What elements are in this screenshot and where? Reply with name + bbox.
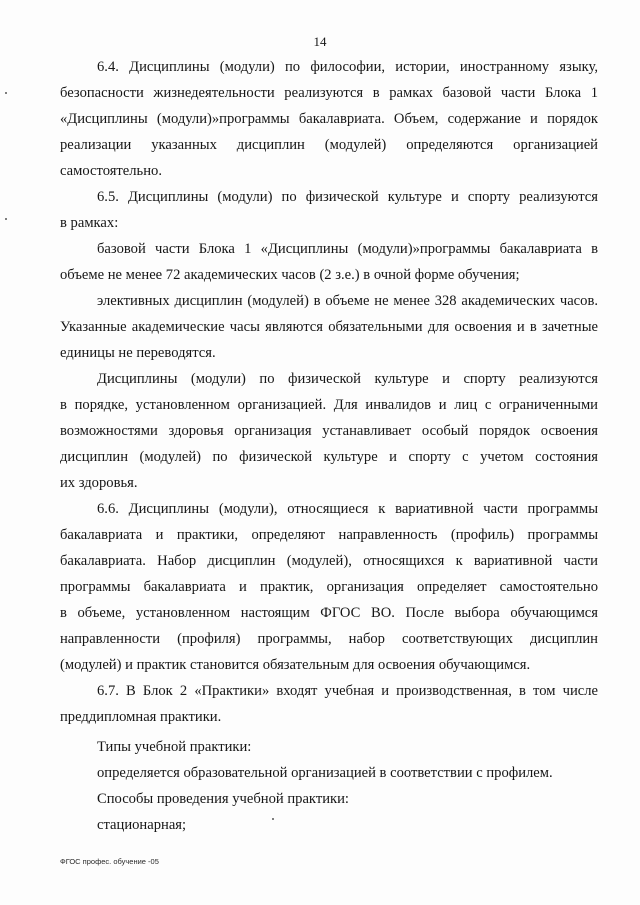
paragraph-6-6-line: в объеме, установленном настоящим ФГОС ВО. После выбора обучающимся xyxy=(60,605,598,621)
paragraph-sport-line: возможностями здоровья организация устанавливает особый порядок освоения xyxy=(60,423,598,439)
paragraph-6-5-line: единицы не переводятся. xyxy=(60,345,216,361)
paragraph-6-6-line: (модулей) и практик становится обязательным для освоения обучающимся. xyxy=(60,657,531,673)
scan-speck xyxy=(5,92,7,94)
paragraph-6-5-line: объеме не менее 72 академических часов (2 з.е.) в очной форме обучения; xyxy=(60,267,520,283)
paragraph-6-6-line: программы бакалавриата и практик, организация определяет самостоятельно xyxy=(60,579,598,595)
paragraph-6-6-line: 6.6. Дисциплины (модули), относящиеся к вариативной части программы xyxy=(97,501,598,517)
paragraph-6-4-line: самостоятельно. xyxy=(60,163,162,179)
paragraph-6-7-line: Типы учебной практики: xyxy=(97,739,252,755)
paragraph-6-5-line: в рамках: xyxy=(60,215,119,231)
paragraph-sport-line: дисциплин (модулей) по физической культуре и спорту с учетом состояния xyxy=(60,449,598,465)
paragraph-sport-line: в порядке, установленном организацией. Для инвалидов и лиц с ограниченными xyxy=(60,397,598,413)
paragraph-sport-line: Дисциплины (модули) по физической культуре и спорту реализуются xyxy=(97,371,598,387)
paragraph-6-6-line: бакалавриата и практики, определяют направленность (профиль) программы xyxy=(60,527,598,543)
paragraph-6-4-line: «Дисциплины (модули)»программы бакалавриата. Объем, содержание и порядок xyxy=(60,111,598,127)
paragraph-6-5-line: элективных дисциплин (модулей) в объеме не менее 328 академических часов. xyxy=(97,293,598,309)
paragraph-6-7-line: 6.7. В Блок 2 «Практики» входят учебная и производственная, в том числе xyxy=(97,683,598,699)
paragraph-6-6-line: направленности (профиля) программы, набор соответствующих дисциплин xyxy=(60,631,598,647)
scan-speck xyxy=(5,218,7,220)
paragraph-6-4-line: 6.4. Дисциплины (модули) по философии, истории, иностранному языку, xyxy=(97,59,598,75)
paragraph-6-5-line: 6.5. Дисциплины (модули) по физической культуре и спорту реализуются xyxy=(97,189,598,205)
paragraph-6-7-line: стационарная; xyxy=(97,817,187,833)
paragraph-6-5-line: Указанные академические часы являются обязательными для освоения и в зачетные xyxy=(60,319,598,335)
paragraph-6-5-line: базовой части Блока 1 «Дисциплины (модули)»программы бакалавриата в xyxy=(97,241,598,257)
paragraph-6-7-line: преддипломная практики. xyxy=(60,709,222,725)
paragraph-sport-line: их здоровья. xyxy=(60,475,138,491)
scan-speck xyxy=(272,818,274,820)
paragraph-6-6-line: бакалавриата. Набор дисциплин (модулей), относящихся к вариативной части xyxy=(60,553,598,569)
paragraph-6-7-line: определяется образовательной организацией в соответствии с профилем. xyxy=(97,765,553,781)
paragraph-6-7-line: Способы проведения учебной практики: xyxy=(97,791,349,807)
paragraph-6-4-line: безопасности жизнедеятельности реализуются в рамках базовой части Блока 1 xyxy=(60,85,598,101)
page-number: 14 xyxy=(313,34,327,49)
paragraph-6-4-line: реализации указанных дисциплин (модулей) определяются организацией xyxy=(60,137,598,153)
footer-note: ФГОС профес. обучение -05 xyxy=(60,857,159,866)
